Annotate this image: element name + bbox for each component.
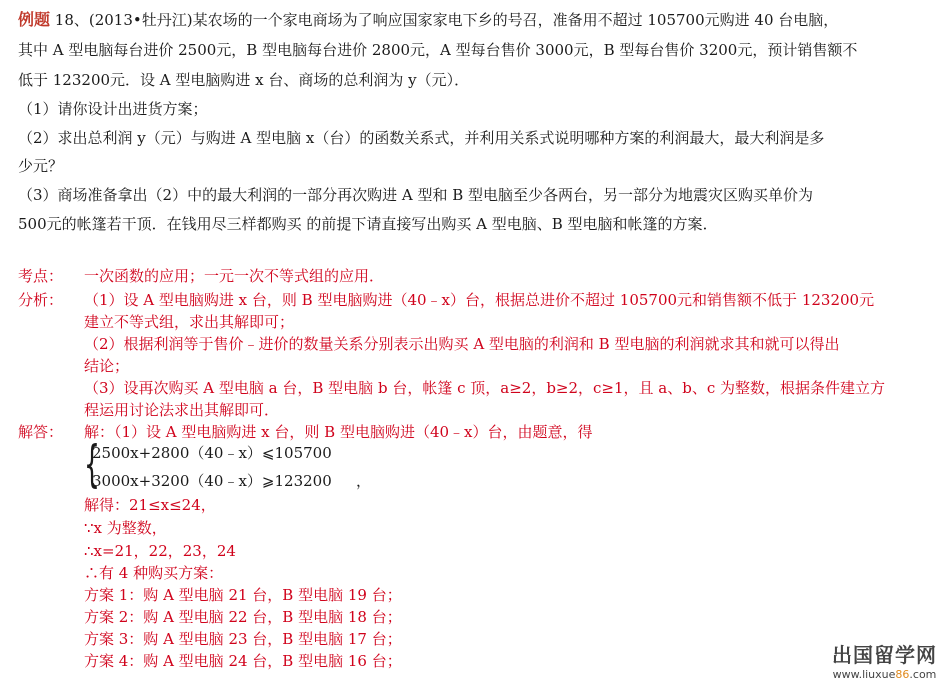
fenxi-line-3: （2）根据利润等于售价﹣进价的数量关系分别表示出购买 A 型电脑的利润和 B 型电脑的利润就求其和就可以得出 (84, 335, 840, 353)
question-part-1: （1）请你设计出进货方案； (18, 100, 208, 118)
question-line-3: 低于 123200元．设 A 型电脑购进 x 台、商场的总利润为 y（元）． (18, 71, 470, 89)
example-label: 例题 (18, 10, 51, 29)
left-brace: { (84, 435, 100, 493)
question-part-2a: （2）求出总利润 y（元）与购进 A 型电脑 x（台）的函数关系式，并利用关系式说明哪种方案的利润最大，最大利润是多 (18, 129, 825, 147)
fenxi-line-4: 结论； (84, 357, 130, 375)
fenxi-label: 分析： (18, 291, 64, 309)
fenxi-line-2: 建立不等式组，求出其解即可； (84, 313, 295, 331)
kaodian-label: 考点： (18, 267, 64, 285)
x-values: ∴x=21，22，23，24 (84, 542, 236, 560)
question-part-3a: （3）商场准备拿出（2）中的最大利润的一部分再次购进 A 型和 B 型电脑至少各两台，另一部分为地震灾区购买单价为 (18, 186, 814, 204)
watermark-url (832, 668, 937, 681)
plan-count: ∴有 4 种购买方案： (84, 564, 224, 582)
solve-result: 解得：21≤x≤24， (84, 496, 216, 514)
watermark-title: 出国留学网 (832, 643, 937, 667)
watermark-url-prefix: www.liuxue (832, 668, 896, 681)
watermark-logo (832, 639, 937, 681)
integer-note: ∵x 为整数， (84, 519, 167, 537)
question-text-1: 18、(2013•牡丹江)某农场的一个家电商场为了响应国家家电下乡的号召，准备用不超过 105700元购进 40 台电脑， (50, 11, 839, 29)
fenxi-line-5: （3）设再次购买 A 型电脑 a 台，B 型电脑 b 台，帐篷 c 顶，a≥2，b≥2，c≥1，且 a、b、c 为整数，根据条件建立方 (84, 379, 886, 397)
plan-item: 方案 3：购 A 型电脑 23 台，B 型电脑 17 台； (84, 630, 402, 648)
inequality-2: 3000x+3200（40﹣x）⩾123200 (92, 472, 332, 490)
question-part-2b: 少元？ (18, 157, 64, 175)
plan-item: 方案 2：购 A 型电脑 22 台，B 型电脑 18 台； (84, 608, 402, 626)
fenxi-line-1: （1）设 A 型电脑购进 x 台，则 B 型电脑购进（40﹣x）台，根据总进价不超过 105700元和销售额不低于 123200元 (84, 291, 875, 309)
watermark-url-number: 86 (895, 668, 910, 681)
system-comma: ， (356, 472, 372, 490)
question-line-1 (18, 10, 838, 30)
watermark-url-suffix: .com (909, 668, 937, 681)
jieda-intro: 解：（1）设 A 型电脑购进 x 台，则 B 型电脑购进（40﹣x）台，由题意，得 (84, 423, 593, 441)
inequality-system (84, 435, 384, 495)
fenxi-line-6: 程运用讨论法求出其解即可． (84, 401, 280, 419)
plan-item: 方案 4：购 A 型电脑 24 台，B 型电脑 16 台； (84, 652, 402, 670)
kaodian-text: 一次函数的应用；一元一次不等式组的应用． (84, 267, 385, 285)
inequality-1: 2500x+2800（40﹣x）⩽105700 (92, 444, 332, 462)
jieda-label: 解答： (18, 423, 64, 441)
plan-item: 方案 1：购 A 型电脑 21 台，B 型电脑 19 台； (84, 586, 402, 604)
question-part-3b: 500元的帐篷若干顶．在钱用尽三样都购买 的前提下请直接写出购买 A 型电脑、B 型电脑和帐篷的方案． (18, 215, 718, 233)
question-line-2: 其中 A 型电脑每台进价 2500元，B 型电脑每台进价 2800元，A 型每台售价 3000元，B 型每台售价 3200元，预计销售额不 (18, 41, 858, 59)
